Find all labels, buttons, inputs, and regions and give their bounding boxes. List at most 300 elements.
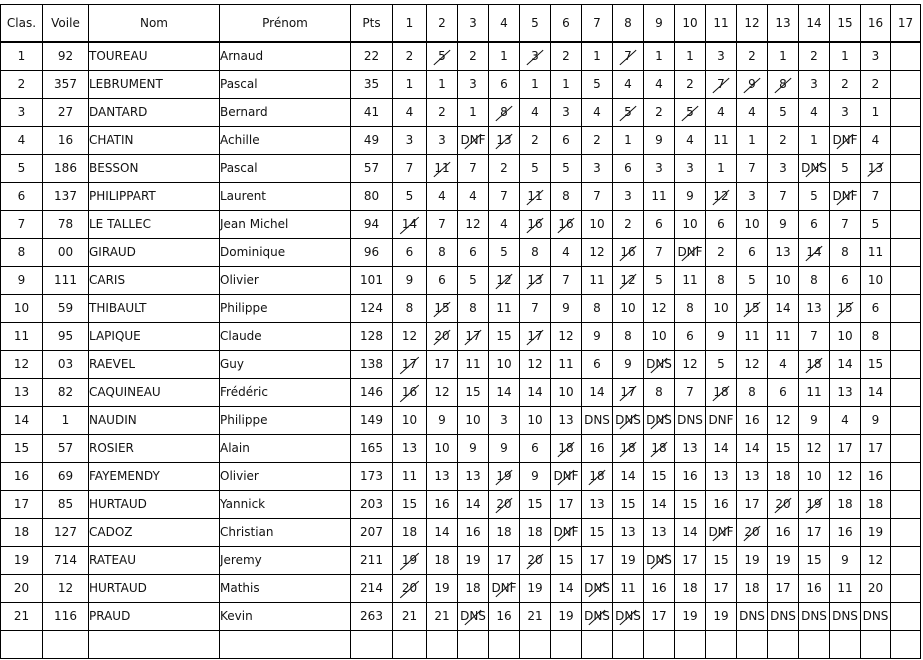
race-result-cell xyxy=(520,547,551,575)
race-result-value: 16 xyxy=(682,469,698,483)
empty-cell xyxy=(799,631,830,659)
race-result-value: 1 xyxy=(593,49,601,63)
race-result-cell xyxy=(582,267,613,295)
race-result-value: 10 xyxy=(434,441,450,455)
empty-cell xyxy=(551,631,582,659)
sail-number-cell: 1 xyxy=(43,407,89,435)
rank-cell: 9 xyxy=(1,267,43,295)
race-result-value: 8 xyxy=(562,189,570,203)
race-result-value: 12 xyxy=(744,357,760,371)
race-result-value: 1 xyxy=(717,161,725,175)
race-result-cell xyxy=(458,42,489,71)
race-result-cell xyxy=(830,407,861,435)
race-result-value: 13 xyxy=(558,413,574,427)
race-result-cell xyxy=(520,155,551,183)
points-cell: 101 xyxy=(351,267,393,295)
race-result-value: 15 xyxy=(465,385,481,399)
column-header: 3 xyxy=(458,5,489,43)
race-result-cell xyxy=(861,127,891,155)
rank-cell: 7 xyxy=(1,211,43,239)
race-result-value: 2 xyxy=(469,49,477,63)
race-result-cell xyxy=(861,435,891,463)
race-result-value: 5 xyxy=(500,245,508,259)
race-result-cell xyxy=(861,267,891,295)
race-result-cell xyxy=(582,99,613,127)
race-result-value: 4 xyxy=(469,189,477,203)
race-result-cell xyxy=(644,183,675,211)
race-result-cell xyxy=(551,575,582,603)
race-result-value: 12 xyxy=(867,553,884,567)
points-cell: 207 xyxy=(351,519,393,547)
first-name-cell: Jeremy xyxy=(220,547,351,575)
race-result-cell xyxy=(768,183,799,211)
race-result-cell xyxy=(551,603,582,631)
race-result-cell xyxy=(613,519,644,547)
table-body xyxy=(1,42,921,659)
table-row xyxy=(1,463,921,491)
race-result-cell xyxy=(891,575,921,603)
race-result-cell xyxy=(427,211,458,239)
race-result-cell xyxy=(768,267,799,295)
race-result-cell xyxy=(393,211,427,239)
last-name-cell: LAPIQUE xyxy=(89,323,220,351)
race-result-value: 13 xyxy=(775,245,791,259)
race-result-cell xyxy=(830,155,861,183)
race-result-cell xyxy=(582,519,613,547)
race-result-cell xyxy=(891,99,921,127)
race-result-value: 2 xyxy=(686,77,694,91)
race-result-cell xyxy=(706,127,737,155)
race-result-value: 12 xyxy=(496,273,512,287)
race-result-value: 14 xyxy=(775,301,791,315)
race-result-cell xyxy=(799,435,830,463)
race-result-cell xyxy=(393,603,427,631)
race-result-value: 8 xyxy=(810,273,818,287)
race-result-value: 12 xyxy=(775,413,791,427)
race-result-value: 12 xyxy=(527,357,543,371)
race-result-value: 12 xyxy=(558,329,574,343)
race-result-value: 13 xyxy=(527,273,543,287)
race-result-value: 11 xyxy=(589,273,605,287)
race-result-cell xyxy=(613,379,644,407)
empty-cell xyxy=(427,631,458,659)
points-cell: 149 xyxy=(351,407,393,435)
race-result-value: 11 xyxy=(465,357,481,371)
table-row xyxy=(1,407,921,435)
race-result-cell xyxy=(489,183,520,211)
race-result-value: 12 xyxy=(589,245,605,259)
race-result-cell xyxy=(427,99,458,127)
race-result-value: 7 xyxy=(810,329,818,343)
race-result-value: 5 xyxy=(624,105,632,119)
race-result-value: 11 xyxy=(867,245,884,259)
race-result-value: 15 xyxy=(496,329,512,343)
points-cell: 173 xyxy=(351,463,393,491)
race-result-value: 2 xyxy=(810,49,818,63)
race-result-cell xyxy=(675,463,706,491)
race-result-cell xyxy=(799,407,830,435)
first-name-cell: Mathis xyxy=(220,575,351,603)
race-result-value: 3 xyxy=(469,77,477,91)
race-result-value: 7 xyxy=(686,385,694,399)
race-result-cell xyxy=(613,463,644,491)
race-result-value: 9 xyxy=(686,189,694,203)
race-result-value: 16 xyxy=(527,217,543,231)
race-result-value: 8 xyxy=(531,245,539,259)
first-name-cell: Yannick xyxy=(220,491,351,519)
race-result-value: 3 xyxy=(438,133,446,147)
race-result-value: 2 xyxy=(841,77,849,91)
race-result-cell xyxy=(830,379,861,407)
race-result-value: DNS xyxy=(615,413,641,427)
race-result-cell xyxy=(799,183,830,211)
table-row xyxy=(1,155,921,183)
race-result-cell xyxy=(830,127,861,155)
race-result-value: 13 xyxy=(744,469,760,483)
race-result-cell xyxy=(489,575,520,603)
race-result-cell xyxy=(520,603,551,631)
race-result-value: 3 xyxy=(593,161,601,175)
sail-number-cell: 82 xyxy=(43,379,89,407)
race-result-value: 12 xyxy=(434,385,450,399)
rank-cell: 11 xyxy=(1,323,43,351)
race-result-value: DNF xyxy=(708,413,734,427)
race-result-value: 6 xyxy=(438,273,446,287)
race-result-cell xyxy=(706,239,737,267)
race-result-cell xyxy=(830,519,861,547)
race-result-cell xyxy=(427,155,458,183)
first-name-cell: Kevin xyxy=(220,603,351,631)
race-result-cell xyxy=(551,323,582,351)
race-result-cell xyxy=(799,351,830,379)
rank-cell: 4 xyxy=(1,127,43,155)
race-result-value: 14 xyxy=(401,217,418,231)
empty-cell xyxy=(1,631,43,659)
table-row xyxy=(1,603,921,631)
race-result-cell xyxy=(830,211,861,239)
race-result-cell xyxy=(458,211,489,239)
race-result-cell xyxy=(675,379,706,407)
race-result-cell xyxy=(768,127,799,155)
race-result-cell xyxy=(458,463,489,491)
race-result-cell xyxy=(799,127,830,155)
race-result-value: 6 xyxy=(624,161,632,175)
race-result-cell xyxy=(830,239,861,267)
sail-number-cell: 69 xyxy=(43,463,89,491)
race-result-cell xyxy=(861,295,891,323)
race-result-cell xyxy=(427,463,458,491)
first-name-cell: Philippe xyxy=(220,407,351,435)
race-result-cell xyxy=(458,183,489,211)
race-result-value: 12 xyxy=(682,357,698,371)
race-result-value: 1 xyxy=(655,49,663,63)
table-row xyxy=(1,99,921,127)
race-result-value: 9 xyxy=(500,441,508,455)
race-result-value: 5 xyxy=(841,161,849,175)
column-header: 15 xyxy=(830,5,861,43)
race-result-value: 6 xyxy=(562,133,570,147)
race-result-cell xyxy=(458,435,489,463)
race-result-cell xyxy=(737,603,768,631)
last-name-cell: CARIS xyxy=(89,267,220,295)
race-result-cell xyxy=(458,351,489,379)
race-result-value: DNS xyxy=(584,581,610,595)
race-result-cell xyxy=(613,575,644,603)
race-result-value: 18 xyxy=(527,525,543,539)
race-result-value: 16 xyxy=(465,525,481,539)
race-result-cell xyxy=(861,42,891,71)
race-result-cell xyxy=(613,99,644,127)
race-result-cell xyxy=(427,127,458,155)
race-result-cell xyxy=(582,155,613,183)
race-result-cell xyxy=(768,519,799,547)
first-name-cell: Philippe xyxy=(220,295,351,323)
race-result-value: 14 xyxy=(713,441,729,455)
race-result-cell xyxy=(489,547,520,575)
race-result-cell xyxy=(520,267,551,295)
race-result-value: 21 xyxy=(527,609,543,623)
race-result-value: 17 xyxy=(527,329,543,343)
race-result-value: 2 xyxy=(593,133,601,147)
race-result-value: 17 xyxy=(620,385,636,399)
race-result-cell xyxy=(551,519,582,547)
race-result-value: 17 xyxy=(867,441,884,455)
race-result-value: 14 xyxy=(806,245,822,259)
race-result-value: 14 xyxy=(744,441,760,455)
race-result-value: DNS xyxy=(739,609,765,623)
race-result-cell xyxy=(427,239,458,267)
race-result-cell xyxy=(861,603,891,631)
race-result-value: DNF xyxy=(460,133,486,147)
points-cell: 211 xyxy=(351,547,393,575)
race-result-cell xyxy=(675,42,706,71)
race-result-value: 15 xyxy=(806,553,822,567)
race-result-cell xyxy=(613,407,644,435)
race-result-cell xyxy=(891,155,921,183)
sail-number-cell: 357 xyxy=(43,71,89,99)
race-result-value: 10 xyxy=(713,301,729,315)
race-result-cell xyxy=(830,463,861,491)
first-name-cell: Bernard xyxy=(220,99,351,127)
empty-cell xyxy=(830,631,861,659)
race-result-value: 7 xyxy=(405,161,414,175)
race-result-value: 16 xyxy=(434,497,450,511)
column-header: 5 xyxy=(520,5,551,43)
race-result-value: 4 xyxy=(748,105,756,119)
points-cell: 94 xyxy=(351,211,393,239)
race-result-cell xyxy=(830,547,861,575)
race-result-cell xyxy=(891,435,921,463)
race-result-value: 7 xyxy=(562,273,570,287)
race-result-cell xyxy=(458,71,489,99)
race-result-cell xyxy=(551,211,582,239)
race-result-cell xyxy=(768,323,799,351)
points-cell: 35 xyxy=(351,71,393,99)
empty-cell xyxy=(520,631,551,659)
sail-number-cell: 714 xyxy=(43,547,89,575)
race-result-value: 9 xyxy=(405,273,414,287)
race-result-cell xyxy=(427,323,458,351)
race-result-cell xyxy=(520,491,551,519)
sail-number-cell: 92 xyxy=(43,42,89,71)
race-result-value: 9 xyxy=(871,413,880,427)
race-result-value: 14 xyxy=(558,581,574,595)
race-result-value: 6 xyxy=(841,273,849,287)
race-result-cell xyxy=(768,71,799,99)
race-result-value: 18 xyxy=(651,441,667,455)
table-row xyxy=(1,547,921,575)
race-result-cell xyxy=(613,155,644,183)
race-result-cell xyxy=(675,183,706,211)
race-result-value: 6 xyxy=(748,245,756,259)
race-result-value: 19 xyxy=(434,581,450,595)
header-row xyxy=(1,5,921,43)
race-result-value: 1 xyxy=(871,105,880,119)
race-result-value: 3 xyxy=(405,133,414,147)
race-result-value: 9 xyxy=(469,441,477,455)
race-result-value: 9 xyxy=(562,301,570,315)
race-result-cell xyxy=(582,183,613,211)
race-result-cell xyxy=(427,547,458,575)
first-name-cell: Christian xyxy=(220,519,351,547)
column-header: 16 xyxy=(861,5,891,43)
race-result-cell xyxy=(799,211,830,239)
race-result-cell xyxy=(644,575,675,603)
race-result-value: 17 xyxy=(558,497,574,511)
first-name-cell: Laurent xyxy=(220,183,351,211)
race-result-cell xyxy=(799,379,830,407)
race-result-value: 4 xyxy=(593,105,601,119)
race-result-value: 7 xyxy=(717,77,725,91)
race-result-cell xyxy=(582,575,613,603)
race-result-value: 10 xyxy=(837,329,853,343)
race-result-value: 13 xyxy=(651,525,667,539)
race-result-value: 1 xyxy=(531,77,539,91)
race-result-value: 16 xyxy=(651,581,667,595)
race-result-cell xyxy=(861,463,891,491)
race-result-value: 1 xyxy=(686,49,694,63)
race-result-value: 3 xyxy=(655,161,663,175)
empty-cell xyxy=(458,631,489,659)
race-result-value: 9 xyxy=(593,329,601,343)
race-result-cell xyxy=(520,71,551,99)
race-result-cell xyxy=(737,295,768,323)
race-result-value: 6 xyxy=(531,441,539,455)
first-name-cell: Olivier xyxy=(220,463,351,491)
race-result-cell xyxy=(582,603,613,631)
race-result-value: 20 xyxy=(867,581,884,595)
race-result-value: 9 xyxy=(438,413,446,427)
race-result-value: 3 xyxy=(810,77,818,91)
race-result-cell xyxy=(489,99,520,127)
rank-cell: 13 xyxy=(1,379,43,407)
race-result-value: 6 xyxy=(405,245,414,259)
race-result-cell xyxy=(393,351,427,379)
race-result-value: 15 xyxy=(867,357,884,371)
race-result-value: 15 xyxy=(775,441,791,455)
last-name-cell: RATEAU xyxy=(89,547,220,575)
race-result-cell xyxy=(830,99,861,127)
race-result-cell xyxy=(551,267,582,295)
race-result-value: 18 xyxy=(806,357,822,371)
column-header: 17 xyxy=(891,5,921,43)
race-result-cell xyxy=(891,379,921,407)
race-result-cell xyxy=(393,323,427,351)
race-result-cell xyxy=(520,379,551,407)
race-result-cell xyxy=(520,435,551,463)
race-result-value: 1 xyxy=(779,49,787,63)
race-result-value: 11 xyxy=(401,469,418,483)
race-result-cell xyxy=(675,351,706,379)
last-name-cell: BESSON xyxy=(89,155,220,183)
race-result-value: 1 xyxy=(748,133,756,147)
race-result-cell xyxy=(891,42,921,71)
race-result-cell xyxy=(520,183,551,211)
race-result-value: 15 xyxy=(682,497,698,511)
race-result-value: 17 xyxy=(465,329,481,343)
race-result-value: 8 xyxy=(717,273,725,287)
race-result-cell xyxy=(393,547,427,575)
table-row xyxy=(1,211,921,239)
first-name-cell: Arnaud xyxy=(220,42,351,71)
race-result-value: 9 xyxy=(531,469,539,483)
race-result-value: 7 xyxy=(624,49,632,63)
race-result-cell xyxy=(675,211,706,239)
first-name-cell: Achille xyxy=(220,127,351,155)
last-name-cell: HURTAUD xyxy=(89,491,220,519)
sail-number-cell: 85 xyxy=(43,491,89,519)
race-result-cell xyxy=(489,211,520,239)
race-result-value: 6 xyxy=(469,245,477,259)
race-result-cell xyxy=(830,71,861,99)
race-result-value: 13 xyxy=(401,441,418,455)
empty-cell xyxy=(768,631,799,659)
race-result-cell xyxy=(768,407,799,435)
race-result-value: 10 xyxy=(558,385,574,399)
race-result-value: 5 xyxy=(717,357,725,371)
race-result-value: 4 xyxy=(779,357,787,371)
race-result-value: 9 xyxy=(655,133,663,147)
race-result-value: 4 xyxy=(810,105,818,119)
first-name-cell: Claude xyxy=(220,323,351,351)
race-result-cell xyxy=(393,239,427,267)
race-result-cell xyxy=(489,491,520,519)
race-result-value: 13 xyxy=(806,301,822,315)
race-result-cell xyxy=(891,491,921,519)
race-result-value: 8 xyxy=(500,105,508,119)
last-name-cell: GIRAUD xyxy=(89,239,220,267)
race-result-value: 20 xyxy=(496,497,512,511)
race-result-value: 8 xyxy=(841,245,849,259)
race-result-cell xyxy=(613,435,644,463)
race-result-cell xyxy=(489,435,520,463)
race-result-value: DNS xyxy=(646,357,672,371)
race-result-value: 10 xyxy=(867,273,884,287)
table-row xyxy=(1,575,921,603)
empty-cell xyxy=(891,631,921,659)
race-result-cell xyxy=(644,295,675,323)
empty-cell xyxy=(644,631,675,659)
race-result-value: 3 xyxy=(717,49,725,63)
race-result-value: 1 xyxy=(438,77,446,91)
rank-cell: 2 xyxy=(1,71,43,99)
race-result-cell xyxy=(520,351,551,379)
race-result-value: 17 xyxy=(775,581,791,595)
race-result-value: 3 xyxy=(686,161,694,175)
race-result-cell xyxy=(489,42,520,71)
race-result-value: 14 xyxy=(527,385,543,399)
rank-cell: 20 xyxy=(1,575,43,603)
